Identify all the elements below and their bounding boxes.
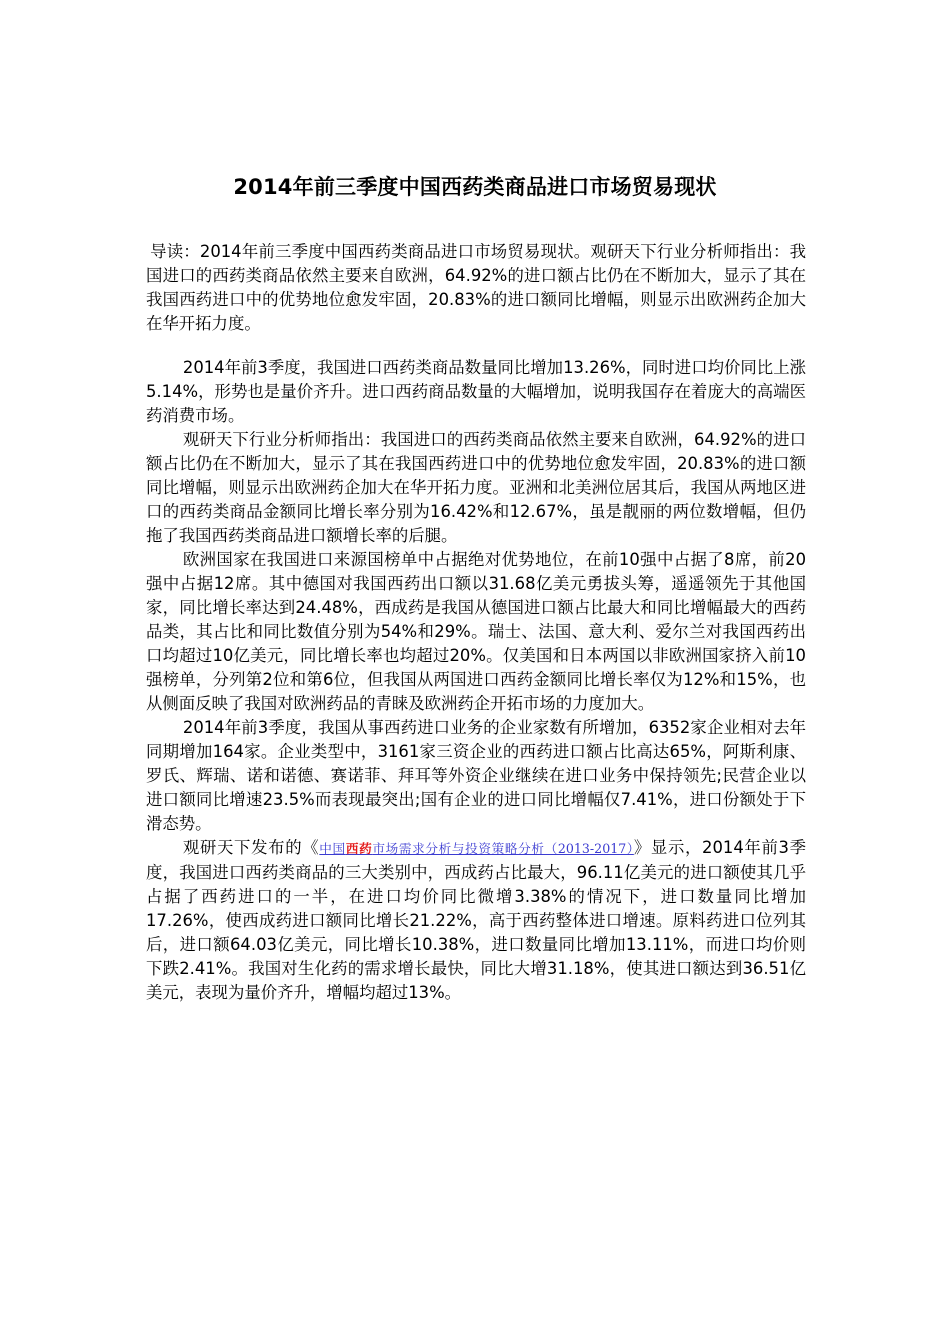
paragraph-importing-enterprises: 2014年前3季度，我国从事西药进口业务的企业家数有所增加，6352家企业相对去年同期增加164家。企业类型中，3161家三资企业的西药进口额占比高达65%，阿斯利康、罗氏、辉瑞、诺和诺德、赛诺菲、拜耳等外资企业继续在进口业务中保持领先;民营企业以进口额同比增速23.5%而表现最突出;国有企业的进口同比增幅仅7.41%，进口份额处于下滑态势。 [146, 718, 806, 833]
paragraph-volume-price: 2014年前3季度，我国进口西药类商品数量同比增加13.26%，同时进口均价同比上涨5.14%，形势也是量价齐升。进口西药商品数量的大幅增加，说明我国存在着庞大的高端医药消费市场。 [146, 358, 806, 425]
paragraph-product-categories [146, 836, 806, 1005]
report-findings-text: 》显示，2014年前3季度，我国进口西药类商品的三大类别中，西成药占比最大，96.11亿美元的进口额使其几乎占据了西药进口的一半，在进口均价同比微增3.38%的情况下，进口数量同比增加17.26%，使西成药进口额同比增长21.22%，高于西药整体进口增速。原料药进口位列其后，进口额64.03亿美元，同比增长10.38%，进口数量同比增加13.11%，而进口均价则下跌2.41%。我国对生化药的需求增长最快，同比大增31.18%，使其进口额达到36.51亿美元，表现为量价齐升，增幅均超过13%。 [146, 838, 807, 1002]
report-link[interactable] [319, 841, 634, 856]
article-body [146, 356, 806, 1005]
intro-section [146, 240, 806, 336]
report-intro-text: 观研天下发布的《 [182, 838, 320, 857]
report-link-part1: 中国 [319, 841, 346, 856]
report-link-part2: 市场需求分析与投资策略分析（2013-2017） [372, 841, 634, 856]
paragraph-source-countries: 欧洲国家在我国进口来源国榜单中占据绝对优势地位，在前10强中占据了8席，前20强中占据12席。其中德国对我国西药出口额以31.68亿美元勇拔头筹，遥遥领先于其他国家，同比增长率达到24.48%，西成药是我国从德国进口额占比最大和同比增幅最大的西药品类，其占比和同比数值分别为54%和29%。瑞士、法国、意大利、爱尔兰对我国西药出口均超过10亿美元，同比增长率也均超过20%。仅美国和日本两国以非欧洲国家挤入前10强榜单，分列第2位和第6位，但我国从两国进口西药金额同比增长率仅为12%和15%，也从侧面反映了我国对欧洲药品的青睐及欧洲药企开拓市场的力度加大。 [146, 550, 806, 713]
paragraph-source-regions: 观研天下行业分析师指出：我国进口的西药类商品依然主要来自欧洲，64.92%的进口额占比仍在不断加大，显示了其在我国西药进口中的优势地位愈发牢固，20.83%的进口额同比增幅，则显示出欧洲药企加大在华开拓力度。亚洲和北美洲位居其后，我国从两地区进口的西药类商品金额同比增长率分别为16.42%和12.67%，虽是靓丽的两位数增幅，但仍拖了我国西药类商品进口额增长率的后腿。 [146, 430, 806, 545]
document-title: 2014年前三季度中国西药类商品进口市场贸易现状 [233, 175, 717, 200]
report-link-highlight: 西药 [345, 841, 373, 856]
intro-paragraph: 导读：2014年前三季度中国西药类商品进口市场贸易现状。观研天下行业分析师指出：我国进口的西药类商品依然主要来自欧洲，64.92%的进口额占比仍在不断加大，显示了其在我国西药进口中的优势地位愈发牢固，20.83%的进口额同比增幅，则显示出欧洲药企加大在华开拓力度。 [146, 242, 806, 333]
